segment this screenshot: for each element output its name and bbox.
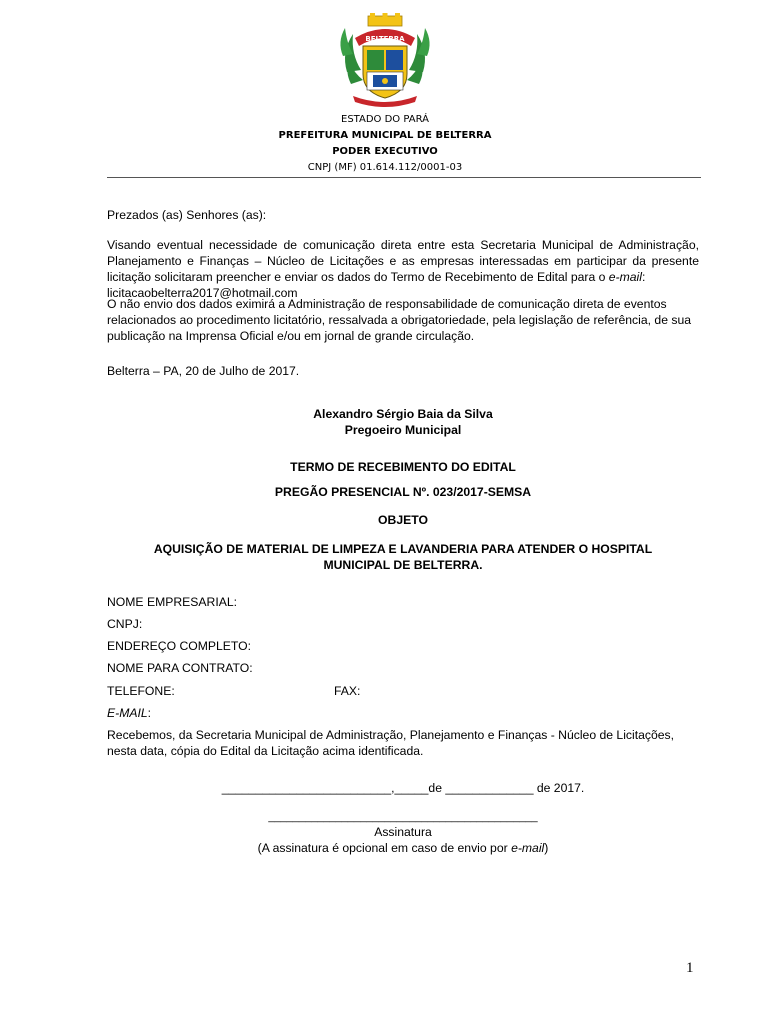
intro-colon: : [641, 270, 646, 284]
field-address: ENDEREÇO COMPLETO: [107, 639, 252, 653]
signature-note-text: (A assinatura é opcional em caso de envio por [257, 841, 512, 855]
field-cnpj: CNPJ: [107, 617, 143, 631]
belterra-crest-logo [335, 12, 435, 110]
header-prefecture: PREFEITURA MUNICIPAL DE BELTERRA [278, 130, 492, 141]
intro-email-word: e-mail [608, 270, 642, 284]
field-phone: TELEFONE: [107, 684, 175, 698]
term-title: TERMO DE RECEBIMENTO DO EDITAL [290, 460, 516, 474]
object-text: AQUISIÇÃO DE MATERIAL DE LIMPEZA E LAVANDERIA PARA ATENDER O HOSPITAL MUNICIPAL DE BELTERRA. [153, 542, 653, 572]
receipt-text: Recebemos, da Secretaria Municipal de Administração, Planejamento e Finanças - Núcleo de Licitações, nesta data, cópia do Edital da Licitação acima identificada. [107, 728, 675, 758]
contact-email[interactable]: licitacaobelterra2017@hotmail.com [107, 286, 298, 300]
document-date: Belterra – PA, 20 de Julho de 2017. [107, 364, 300, 378]
intro-text: Visando eventual necessidade de comunicação direta entre esta Secretaria Municipal de Administração, Planejamento e Finanças – Núcleo de Licitações e as empresas interessadas em participar da presente licitação solicitaram preencher e enviar os dados do Termo de Recebimento de Edital para o [107, 238, 699, 284]
signature-line: ____________________________________________ [268, 811, 538, 823]
page-number: 1 [686, 960, 694, 976]
field-email-label: E-MAIL [107, 706, 148, 720]
process-number: PREGÃO PRESENCIAL Nº. 023/2017-SEMSA [274, 485, 532, 499]
header-power: PODER EXECUTIVO [332, 146, 438, 157]
signature-note [107, 840, 699, 856]
header-divider [107, 177, 701, 178]
crest-banner-text: BELTERRA [365, 35, 405, 43]
field-fax: FAX: [334, 684, 361, 698]
header-state: ESTADO DO PARÁ [341, 114, 429, 125]
signature-note-close: ) [544, 841, 549, 855]
header-cnpj: CNPJ (MF) 01.614.112/0001-03 [307, 162, 463, 173]
signature-label: Assinatura [374, 825, 432, 839]
signer-role: Pregoeiro Municipal [344, 423, 462, 437]
intro-paragraph [107, 237, 699, 301]
field-email [107, 705, 151, 721]
field-company: NOME EMPRESARIAL: [107, 595, 238, 609]
field-contact: NOME PARA CONTRATO: [107, 661, 253, 675]
signer-name: Alexandro Sérgio Baia da Silva [313, 407, 493, 421]
field-email-colon: : [147, 706, 152, 720]
object-label: OBJETO [378, 513, 428, 527]
notice-paragraph: O não envio dos dados eximirá a Administração de responsabilidade de comunicação direta de eventos relacionados ao procedimento licitatório, ressalvada a obrigatoriedade, pela legislação de referência, de sua publicação na Imprensa Oficial e/ou em jornal de grande circulação. [107, 297, 692, 343]
greeting: Prezados (as) Senhores (as): [107, 208, 267, 222]
receipt-date-line: _________________________,_____de _____________ de 2017. [221, 781, 585, 795]
signature-note-email: e-mail [511, 841, 545, 855]
